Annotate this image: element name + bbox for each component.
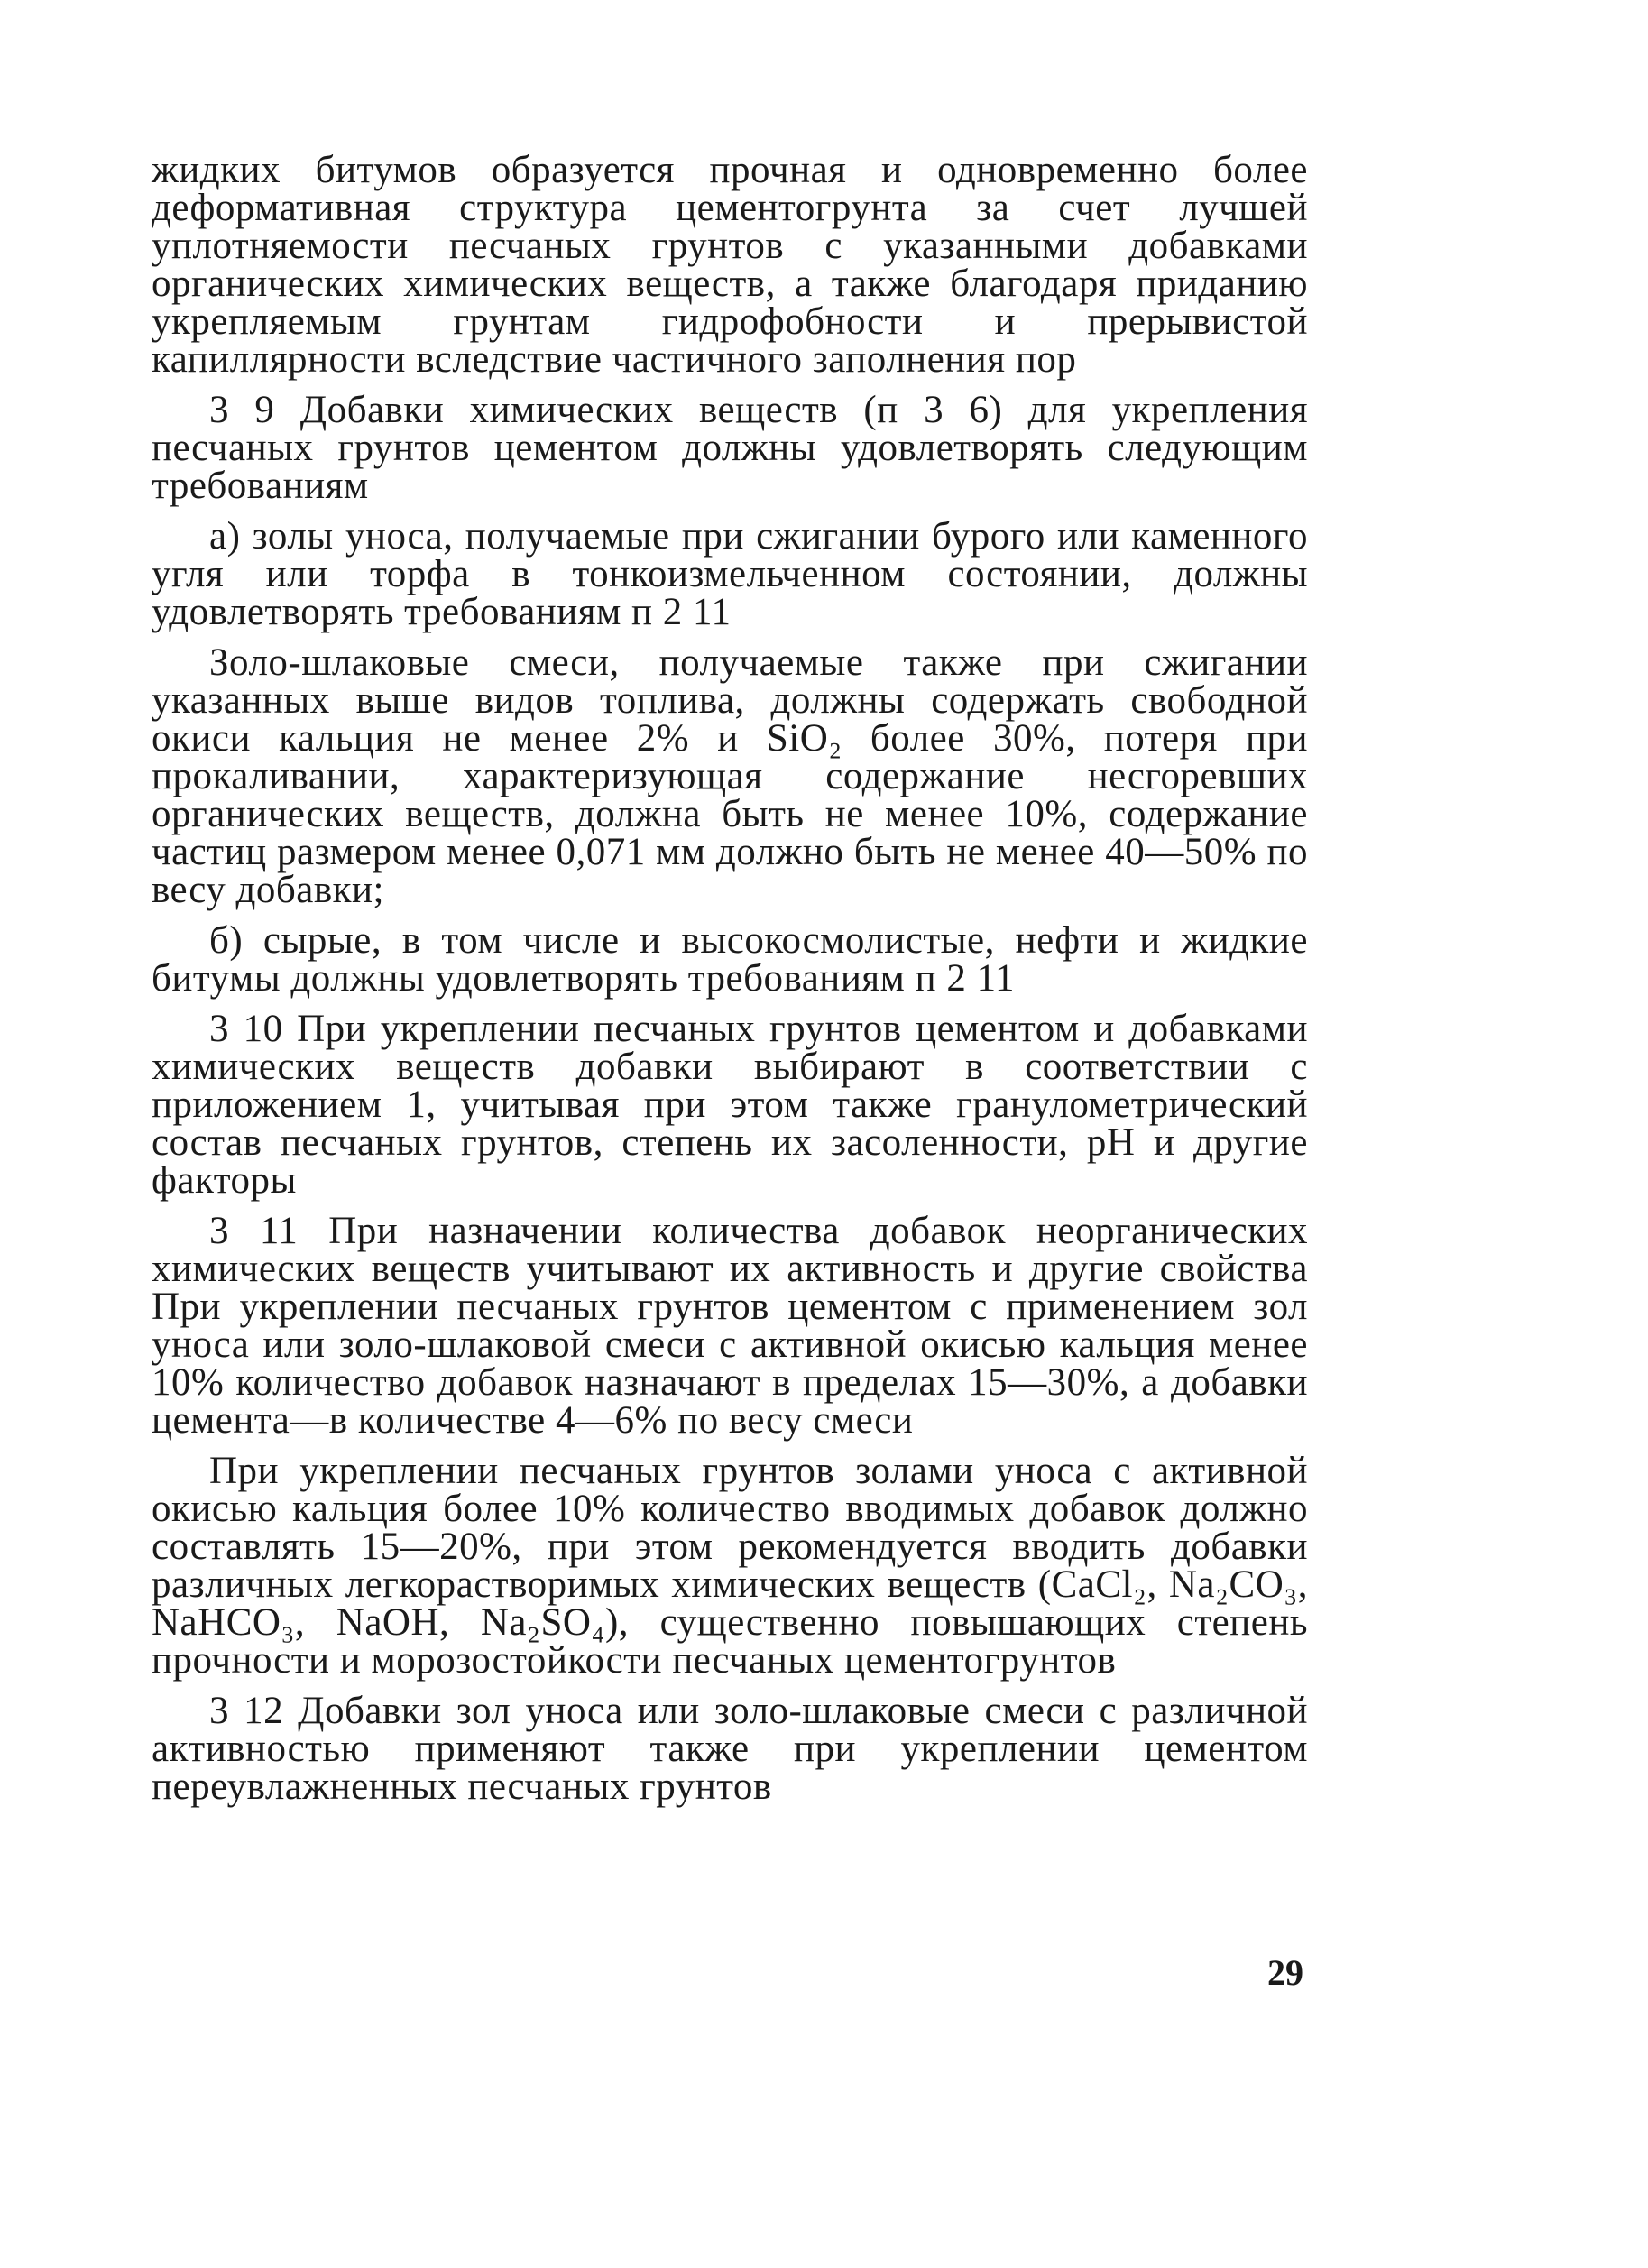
paragraph-3-10: 3 10 При укреплении песчаных грунтов цементом и добавками химических веществ добавки выбирают в соответствии с приложением 1, учитывая при этом также гранулометрический состав песчаных грунтов, степень их засоленности, pH и другие факторы [152, 1008, 1308, 1202]
paragraph-item-b: б) сырые, в том числе и высокосмолистые, нефти и жидкие битумы должны удовлетворять требованиям п 2 11 [152, 919, 1308, 1000]
paragraph-3-11: 3 11 При назначении количества добавок неорганических химических веществ учитывают их активность и другие свойства При укреплении песчаных грунтов цементом с применением зол уноса или золо-шлаковой смеси с активной окисью кальция менее 10% количество добавок назначают в пределах 15—30%, а добавки цемента—в количестве 4—6% по весу смеси [152, 1210, 1308, 1442]
paragraph-fly-ash: При укреплении песчаных грунтов золами уноса с активной окисью кальция более 10% количество вводимых добавок должно составлять 15—20%, при этом рекомендуется вводить добавки различных легкорастворимых химических веществ (CaCl₂, Na₂CO₃, NaHCO₃, NaOH, Na₂SO₄), существенно повышающих степень прочности и морозостойкости песчаных цементогрунтов [152, 1450, 1308, 1682]
paragraph-ash-slag-mixtures: Золо-шлаковые смеси, получаемые также при сжигании указанных выше видов топлива, должны содержать свободной окиси кальция не менее 2% и SiO₂ более 30%, потеря при прокаливании, характеризующая содержание несгоревших органических веществ, должна быть не менее 10%, содержание частиц размером менее 0,071 мм должно быть не менее 40—50% по весу добавки; [152, 641, 1308, 911]
body-text [152, 149, 1308, 1819]
page-number: 29 [1267, 1952, 1303, 1993]
paragraph-item-a: а) золы уноса, получаемые при сжигании бурого или каменного угля или торфа в тонкоизмельченном состоянии, должны удовлетворять требованиям п 2 11 [152, 515, 1308, 633]
paragraph-continuation: жидких битумов образуется прочная и одновременно более деформативная структура цементогрунта за счет лучшей уплотняемости песчаных грунтов с указанными добавками органических химических веществ, а также благодаря приданию укрепляемым грунтам гидрофобности и прерывистой капиллярности вследствие частичного заполнения пор [152, 149, 1308, 381]
paragraph-3-9: 3 9 Добавки химических веществ (п 3 6) для укрепления песчаных грунтов цементом должны удовлетворять следующим требованиям [152, 389, 1308, 507]
paragraph-3-12: 3 12 Добавки зол уноса или золо-шлаковые смеси с различной активностью применяют также при укреплении цементом переувлажненных песчаных грунтов [152, 1690, 1308, 1808]
